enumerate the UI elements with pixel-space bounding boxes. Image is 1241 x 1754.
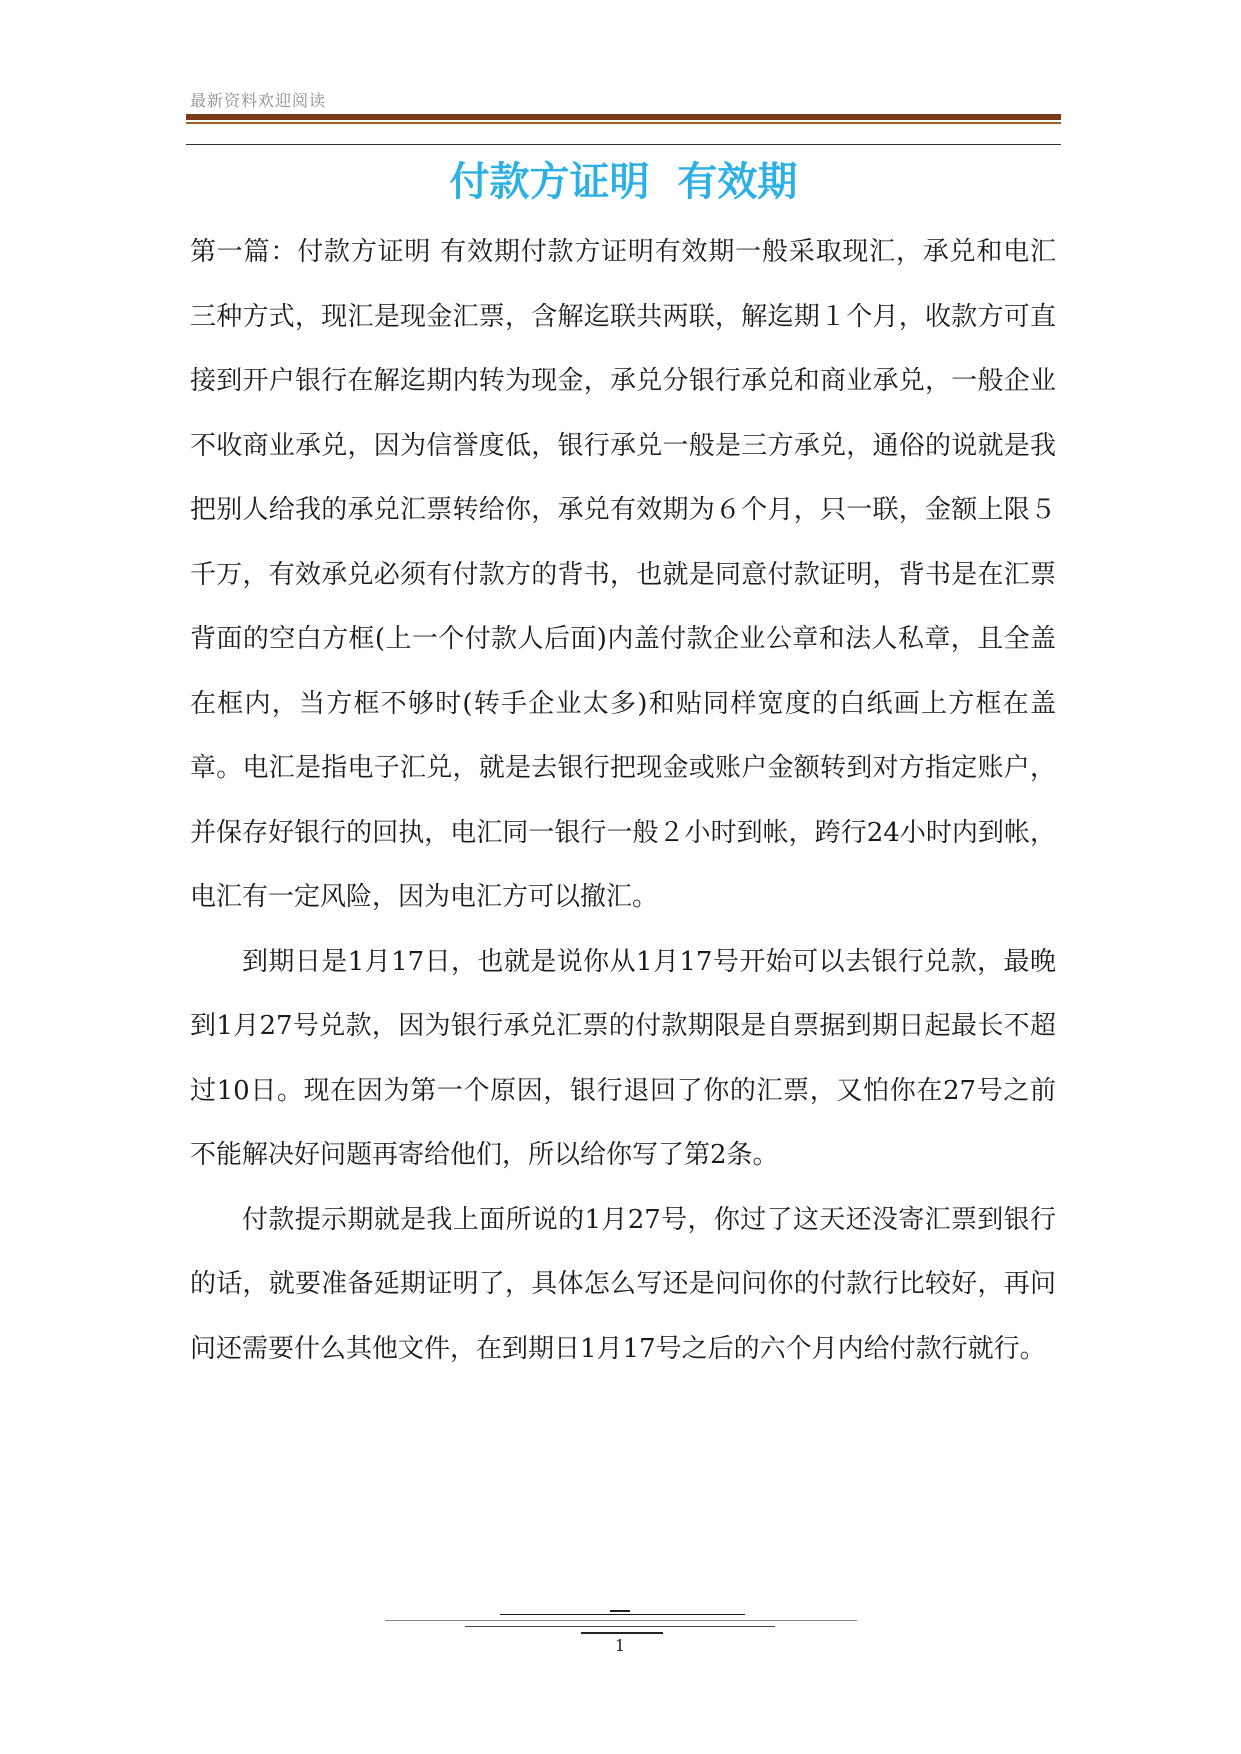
page-header-text: 最新资料欢迎阅读 [190,91,327,110]
paragraph-1: 第一篇：付款方证明 有效期付款方证明有效期一般采取现汇，承兑和电汇三种方式，现汇是现金汇票，含解迄联共两联，解迄期１个月，收款方可直接到开户银行在解迄期内转为现金，承兑分银行承兑和商业承兑，一般企业不收商业承兑，因为信誉度低，银行承兑一般是三方承兑，通俗的说就是我把别人给我的承兑汇票转给你，承兑有效期为６个月，只一联，金额上限５千万，有效承兑必须有付款方的背书，也就是同意付款证明，背书是在汇票背面的空白方框(上一个付款人后面)内盖付款企业公章和法人私章，且全盖在框内，当方框不够时(转手企业太多)和贴同样宽度的白纸画上方框在盖章。电汇是指电子汇兑，就是去银行把现金或账户金额转到对方指定账户，并保存好银行的回执，电汇同一银行一般２小时到帐，跨行24小时内到帐，电汇有一定风险，因为电汇方可以撤汇。 [190,237,1056,912]
document-title: 付款方证明 有效期 [449,159,798,205]
page-number: 1 [614,1636,626,1655]
header-rule-thick [186,114,1061,120]
paragraph-2: 到期日是1月17日，也就是说你从1月17号开始可以去银行兑款，最晚到1月27号兑款，因为银行承兑汇票的付款期限是自票据到期日起最长不超过10日。现在因为第一个原因，银行退回了你的汇票，又怕你在27号之前不能解决好问题再寄给他们，所以给你写了第2条。 [190,946,1056,1170]
footer-rule-bottom [465,1626,775,1627]
footer-rule-middle [385,1620,857,1621]
header-rule-thin [186,122,1061,124]
footer-rule-top [500,1614,745,1615]
footer-mark-lower [581,1632,663,1634]
document-body [190,220,1056,1381]
paragraph-3: 付款提示期就是我上面所说的1月27号，你过了这天还没寄汇票到银行的话，就要准备延期证明了，具体怎么写还是问问你的付款行比较好，再问问还需要什么其他文件，在到期日1月17号之后的六个月内给付款行就行。 [190,1204,1056,1364]
footer-mark [610,1610,630,1612]
header-rule-bottom [186,144,1061,145]
